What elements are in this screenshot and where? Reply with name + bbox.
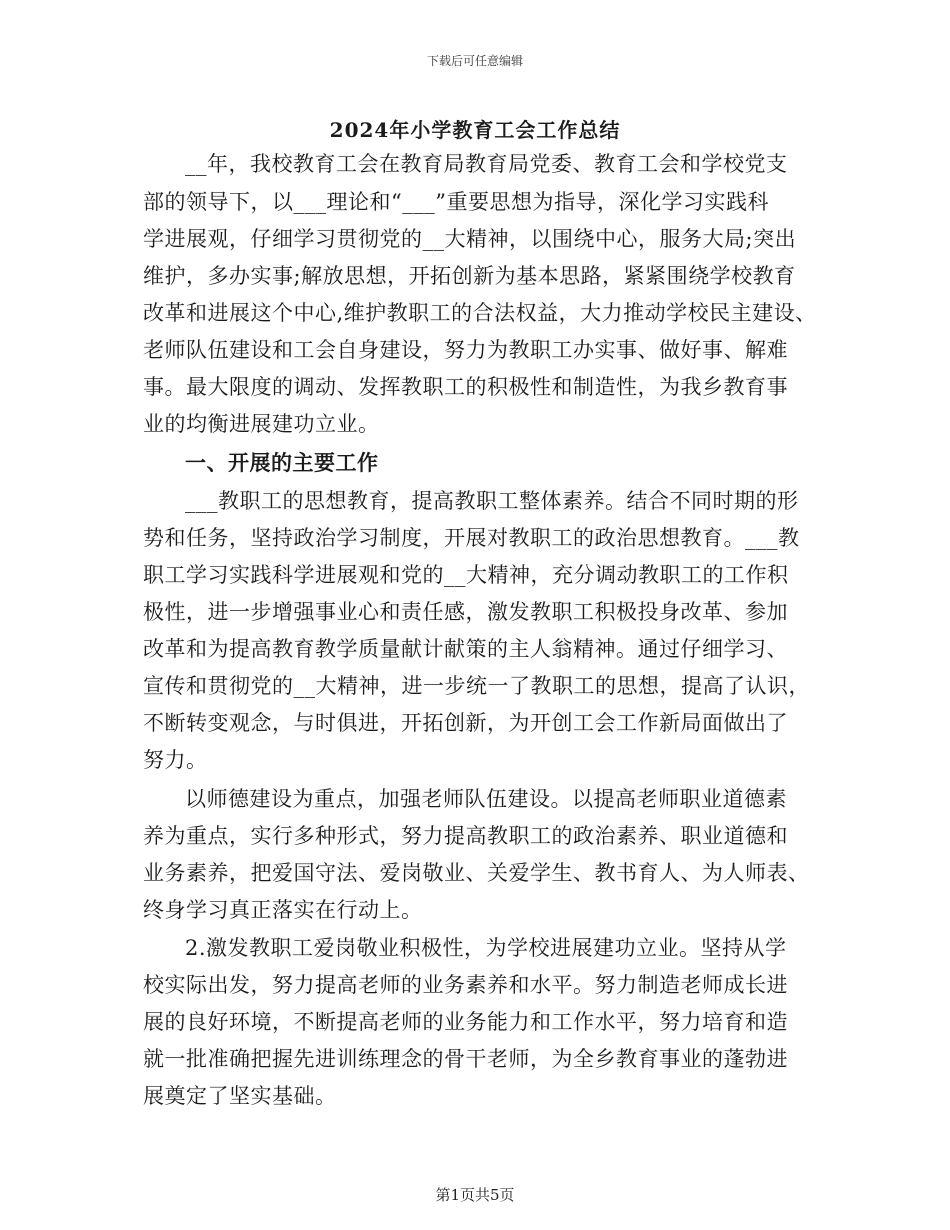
- paragraph-line: 终身学习真正落实在行动上。: [143, 898, 423, 922]
- paragraph-line: 职工学习实践科学进展观和党的__大精神，充分调动教职工的工作积: [143, 563, 789, 587]
- paragraph-line: 2.激发教职工爱岗敬业积极性，为学校进展建功立业。坚持从学: [185, 936, 787, 960]
- paragraph-line: 部的领导下，以___理论和“___”重要思想为指导，深化学习实践科: [143, 190, 769, 214]
- paragraph-line: 维护，多办实事;解放思想，开拓创新为基本思路，紧紧围绕学校教育: [143, 264, 796, 288]
- paragraph-line: 养为重点，实行多种形式，努力提高教职工的政治素养、职业道德和: [143, 824, 788, 848]
- document-title: 2024年小学教育工会工作总结: [329, 118, 621, 142]
- header-note: 下载后可任意编辑: [426, 54, 523, 68]
- paragraph-line: 极性，进一步增强事业心和责任感，激发教职工积极投身改革、参加: [143, 600, 788, 624]
- page-number: 第1页共5页: [435, 1186, 515, 1204]
- paragraph-line: ___教职工的思想教育，提高教职工整体素养。结合不同时期的形: [185, 489, 799, 513]
- paragraph-line: 就一批准确把握先进训练理念的骨干老师，为全乡教育事业的蓬勃进: [143, 1047, 788, 1071]
- paragraph-line: 展奠定了坚实基础。: [143, 1084, 337, 1108]
- paragraph-line: 事。最大限度的调动、发挥教职工的积极性和制造性，为我乡教育事: [143, 375, 788, 399]
- paragraph-line: 不断转变观念，与时俱进，开拓创新，为开创工会工作新局面做出了: [143, 711, 788, 735]
- paragraph-line: 展的良好环境，不断提高老师的业务能力和工作水平，努力培育和造: [143, 1010, 788, 1034]
- paragraph-line: 势和任务，坚持政治学习制度，开展对教职工的政治思想教育。___教: [143, 526, 800, 550]
- paragraph-line: __年，我校教育工会在教育局教育局党委、教育工会和学校党支: [185, 152, 788, 176]
- section-heading: 一、开展的主要工作: [185, 450, 379, 475]
- paragraph-line: 宣传和贯彻党的__大精神，进一步统一了教职工的思想，提高了认识，: [143, 674, 810, 698]
- paragraph-line: 学进展观，仔细学习贯彻党的__大精神，以围绕中心，服务大局;突出: [143, 227, 797, 251]
- paragraph-line: 改革和进展这个中心,维护教职工的合法权益，大力推动学校民主建设、: [143, 301, 817, 325]
- paragraph-line: 改革和为提高教育教学质量献计献策的主人翁精神。通过仔细学习、: [143, 637, 788, 661]
- paragraph-line: 校实际出发，努力提高老师的业务素养和水平。努力制造老师成长进: [143, 973, 788, 997]
- paragraph-line: 老师队伍建设和工会自身建设，努力为教职工办实事、做好事、解难: [143, 338, 788, 362]
- paragraph-line: 以师德建设为重点，加强老师队伍建设。以提高老师职业道德素: [185, 787, 787, 811]
- paragraph-line: 业的均衡进展建功立业。: [143, 412, 380, 436]
- paragraph-line: 努力。: [143, 748, 208, 772]
- paragraph-line: 业务素养，把爱国守法、爱岗敬业、关爱学生、教书育人、为人师表、: [143, 861, 810, 885]
